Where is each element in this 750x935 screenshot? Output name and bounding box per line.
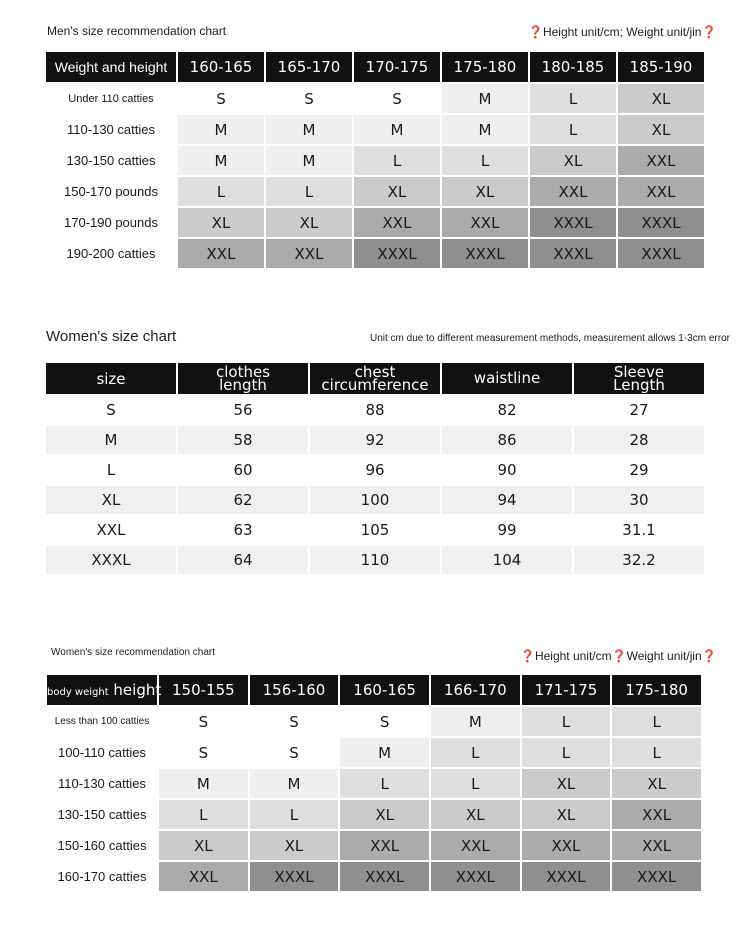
table-row: [47, 831, 701, 860]
size-cell: XXXL: [530, 208, 616, 237]
size-cell: L: [159, 800, 248, 829]
size-cell: XXL: [530, 177, 616, 206]
size-cell: XXXL: [431, 862, 520, 891]
size-cell: XL: [612, 769, 701, 798]
men-weight-label: 150-170 pounds: [46, 177, 176, 206]
size-cell: XL: [442, 177, 528, 206]
size-cell: S: [159, 707, 248, 736]
sleeve-value: 27: [574, 396, 704, 424]
size-cell: M: [159, 769, 248, 798]
size-cell: M: [266, 115, 352, 144]
men-height-header: 180-185: [530, 52, 616, 82]
size-cell: XXXL: [250, 862, 339, 891]
size-cell: XXXL: [618, 208, 704, 237]
waist-value: 94: [442, 486, 572, 514]
table-row: [47, 738, 701, 767]
length-value: 58: [178, 426, 308, 454]
length-value: 64: [178, 546, 308, 574]
size-cell: XXL: [612, 831, 701, 860]
men-height-header: 175-180: [442, 52, 528, 82]
header-line: circumference: [321, 375, 429, 394]
size-cell: M: [340, 738, 429, 767]
table-row: [46, 516, 704, 544]
sleeve-value: 29: [574, 456, 704, 484]
table-row: [46, 486, 704, 514]
table-row: [46, 426, 704, 454]
corner-weight-label: body weight: [47, 687, 109, 698]
size-cell: L: [522, 707, 611, 736]
size-cell: L: [431, 769, 520, 798]
size-cell: S: [159, 738, 248, 767]
size-cell: XXXL: [522, 862, 611, 891]
header-line: clothes: [215, 362, 271, 381]
size-cell: M: [250, 769, 339, 798]
women-weight-label: 110-130 catties: [47, 769, 157, 798]
size-cell: M: [442, 115, 528, 144]
men-weight-label: 170-190 pounds: [46, 208, 176, 237]
women-rec-units-note: ❓Height unit/cm❓Weight unit/jin❓: [520, 649, 717, 663]
women-rec-table: [45, 673, 703, 893]
size-cell: XL: [431, 800, 520, 829]
size-cell: XXL: [618, 146, 704, 175]
sleeve-header: [574, 363, 704, 394]
size-cell: S: [250, 738, 339, 767]
table-row: [47, 707, 701, 736]
women-rec-corner-header: [47, 675, 162, 705]
sleeve-value: 31.1: [574, 516, 704, 544]
size-cell: S: [266, 84, 352, 113]
size-cell: XL: [354, 177, 440, 206]
size-cell: XXL: [178, 239, 264, 268]
header-line: chest: [354, 362, 396, 381]
women-height-header: 166-170: [431, 675, 520, 705]
size-cell: XXL: [340, 831, 429, 860]
men-height-header: 170-175: [354, 52, 440, 82]
men-corner-header: Weight and height: [46, 52, 176, 82]
size-cell: XXL: [354, 208, 440, 237]
size-cell: XL: [522, 769, 611, 798]
size-cell: XL: [618, 115, 704, 144]
size-cell: L: [354, 146, 440, 175]
chest-value: 92: [310, 426, 440, 454]
waist-value: 99: [442, 516, 572, 544]
chest-value: 100: [310, 486, 440, 514]
table-row: [46, 115, 704, 144]
size-cell: XL: [159, 831, 248, 860]
women-height-header: 160-165: [340, 675, 429, 705]
size-cell: XXXL: [354, 239, 440, 268]
chest-value: 96: [310, 456, 440, 484]
table-row: [46, 456, 704, 484]
size-cell: XXL: [612, 800, 701, 829]
men-height-header: 185-190: [618, 52, 704, 82]
size-value: M: [46, 426, 176, 454]
size-cell: S: [340, 707, 429, 736]
table-row: [46, 146, 704, 175]
women-measure-note: Unit cm due to different measurement methods, measurement allows 1-3cm error: [370, 333, 730, 344]
size-cell: L: [178, 177, 264, 206]
women-weight-label: 130-150 catties: [47, 800, 157, 829]
men-weight-label: 190-200 catties: [46, 239, 176, 268]
size-cell: L: [431, 738, 520, 767]
women-weight-label: Less than 100 catties: [47, 707, 157, 736]
table-row: [46, 208, 704, 237]
size-cell: L: [522, 738, 611, 767]
size-cell: M: [178, 115, 264, 144]
size-cell: L: [340, 769, 429, 798]
size-value: XL: [46, 486, 176, 514]
size-value: S: [46, 396, 176, 424]
men-chart-title: Men's size recommendation chart: [47, 24, 227, 38]
chest-header: [310, 363, 440, 394]
size-cell: XXXL: [530, 239, 616, 268]
size-cell: XXL: [431, 831, 520, 860]
size-value: XXL: [46, 516, 176, 544]
clothes-length-header: [178, 363, 308, 394]
size-cell: L: [250, 800, 339, 829]
men-height-header: 160-165: [178, 52, 264, 82]
size-cell: XXL: [442, 208, 528, 237]
size-cell: XL: [522, 800, 611, 829]
waist-value: 90: [442, 456, 572, 484]
table-row: [46, 177, 704, 206]
women-measure-table: [44, 361, 706, 576]
size-cell: S: [250, 707, 339, 736]
waist-value: 86: [442, 426, 572, 454]
size-cell: M: [431, 707, 520, 736]
size-cell: XL: [250, 831, 339, 860]
sleeve-value: 30: [574, 486, 704, 514]
size-cell: XXL: [159, 862, 248, 891]
length-value: 60: [178, 456, 308, 484]
size-cell: XL: [178, 208, 264, 237]
size-cell: XXL: [522, 831, 611, 860]
size-cell: S: [178, 84, 264, 113]
table-row: [46, 84, 704, 113]
length-value: 56: [178, 396, 308, 424]
header-line: length: [219, 375, 267, 394]
sleeve-value: 32.2: [574, 546, 704, 574]
women-weight-label: 100-110 catties: [47, 738, 157, 767]
length-value: 62: [178, 486, 308, 514]
table-row: [47, 800, 701, 829]
women-height-header: 156-160: [250, 675, 339, 705]
women-rec-title: Women's size recommendation chart: [51, 647, 216, 658]
chest-value: 88: [310, 396, 440, 424]
size-cell: L: [612, 738, 701, 767]
women-weight-label: 150-160 catties: [47, 831, 157, 860]
women-height-header: 171-175: [522, 675, 611, 705]
table-row: [46, 396, 704, 424]
waist-header: waistline: [442, 363, 572, 394]
men-size-table: [44, 50, 706, 270]
size-value: XXXL: [46, 546, 176, 574]
size-cell: L: [530, 84, 616, 113]
size-cell: L: [442, 146, 528, 175]
women-height-header: 150-155: [159, 675, 248, 705]
chest-value: 105: [310, 516, 440, 544]
length-value: 63: [178, 516, 308, 544]
table-row: [47, 769, 701, 798]
size-cell: XL: [618, 84, 704, 113]
size-cell: S: [354, 84, 440, 113]
size-cell: XL: [340, 800, 429, 829]
header-line: Length: [613, 375, 665, 394]
waist-value: 104: [442, 546, 572, 574]
men-units-note: ❓Height unit/cm; Weight unit/jin❓: [528, 25, 717, 39]
size-cell: M: [178, 146, 264, 175]
size-cell: L: [612, 707, 701, 736]
size-column-header: size: [46, 363, 176, 394]
size-cell: XXL: [618, 177, 704, 206]
men-weight-label: 130-150 catties: [46, 146, 176, 175]
size-cell: L: [530, 115, 616, 144]
women-weight-label: 160-170 catties: [47, 862, 157, 891]
men-height-header: 165-170: [266, 52, 352, 82]
men-weight-label: Under 110 catties: [46, 84, 176, 113]
sleeve-value: 28: [574, 426, 704, 454]
size-cell: M: [266, 146, 352, 175]
size-cell: M: [442, 84, 528, 113]
size-cell: M: [354, 115, 440, 144]
header-line: Sleeve: [613, 362, 665, 381]
table-row: [47, 862, 701, 891]
waist-value: 82: [442, 396, 572, 424]
size-cell: XL: [266, 208, 352, 237]
table-row: [46, 239, 704, 268]
chest-value: 110: [310, 546, 440, 574]
women-height-header: 175-180: [612, 675, 701, 705]
men-weight-label: 110-130 catties: [46, 115, 176, 144]
size-cell: XXXL: [340, 862, 429, 891]
size-cell: XXL: [266, 239, 352, 268]
size-cell: L: [266, 177, 352, 206]
women-measure-title: Women's size chart: [46, 328, 177, 345]
size-cell: XXXL: [442, 239, 528, 268]
corner-height-label: height: [113, 681, 162, 699]
table-row: [46, 546, 704, 574]
size-cell: XXXL: [618, 239, 704, 268]
size-cell: XL: [530, 146, 616, 175]
size-cell: XXXL: [612, 862, 701, 891]
size-value: L: [46, 456, 176, 484]
